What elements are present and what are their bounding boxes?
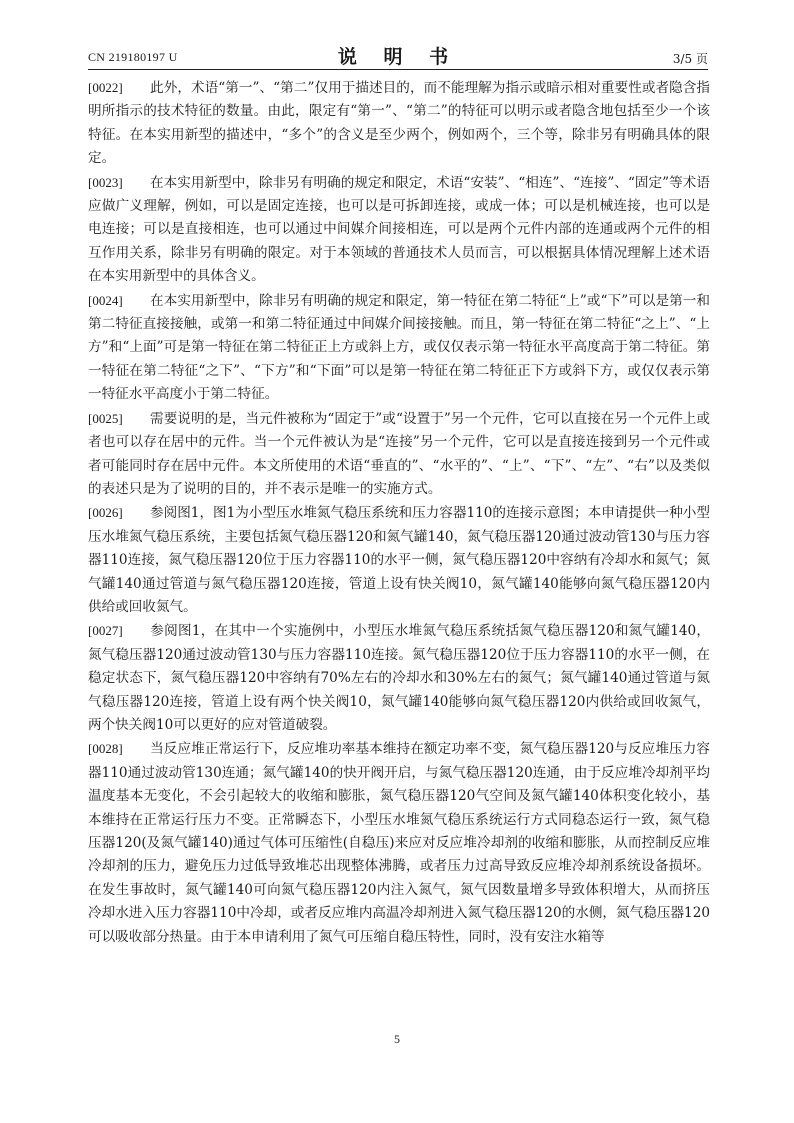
paragraph-number: [0028] [88, 741, 123, 757]
paragraph-text: 参阅图1，在其中一个实施例中，小型压水堆氮气稳压系统括氮气稳压器120和氮气罐140，氮气稳压器120通过波动管130与压力容器110连接。氮气稳压器120位于压力容器110的水平一侧，在稳定状态下，氮气稳压器120中容纳有70%左右的冷却水和30%左右的氮气；氮气罐140通过管道与氮气稳压器120连接，管道上设有两个快关阀10，氮气罐140能够向氮气稳压器120内供给或回收氮气，两个快关阀10可以更好的应对管道破裂。 [88, 623, 710, 733]
paragraph-text: 参阅图1，图1为小型压水堆氮气稳压系统和压力容器110的连接示意图；本申请提供一种小型压水堆氮气稳压系统，主要包括氮气稳压器120和氮气罐140，氮气稳压器120通过波动管130与压力容器110连接，氮气稳压器120位于压力容器110的水平一侧，氮气稳压器120中容纳有冷却水和氮气；氮气罐140通过管道与氮气稳压器120连接，管道上设有快关阀10，氮气罐140能够向氮气稳压器120内供给或回收氮气。 [88, 505, 710, 615]
paragraph-text: 在本实用新型中，除非另有明确的规定和限定，第一特征在第二特征“上”或“下”可以是第一和第二特征直接接触，或第一和第二特征通过中间媒介间接接触。而且，第一特征在第二特征“之上”、“上方”和“上面”可是第一特征在第二特征正上方或斜上方，或仅仅表示第一特征水平高度高于第二特征。第一特征在第二特征“之下”、“下方”和“下面”可以是第一特征在第二特征正下方或斜下方，或仅仅表示第一特征水平高度小于第二特征。 [88, 292, 710, 403]
paragraph-number: [0022] [88, 80, 123, 95]
publication-number: CN 219180197 U [88, 50, 178, 64]
paragraph-0028 [88, 737, 710, 949]
paragraph-number: [0027] [88, 623, 123, 639]
paragraph-number: [0026] [88, 505, 123, 521]
page-header [88, 42, 708, 68]
paragraph-0024 [88, 289, 710, 407]
page-count: 3/5 页 [672, 52, 708, 66]
paragraph-number: [0025] [88, 410, 123, 426]
paragraph-number: [0023] [88, 174, 123, 190]
paragraph-0025 [88, 407, 710, 502]
paragraph-text: 当反应堆正常运行下，反应堆功率基本维持在额定功率不变，氮气稳压器120与反应堆压力容器110通过波动管130连通；氮气罐140的快开阀开启，与氮气稳压器120连通，由于反应堆冷却剂平均温度基本无变化，不会引起较大的收缩和膨胀，氮气稳压器120气空间及氮气罐140体积变化较小，基本维持在正常运行压力不变。正常瞬态下，小型压水堆氮气稳压系统运行方式同稳态运行一致，氮气稳压器120(及氮气罐140)通过气体可压缩性(自稳压)来应对反应堆冷却剂的收缩和膨胀，从而控制反应堆冷却剂的压力，避免压力过低导致堆芯出现整体沸腾，或者压力过高导致反应堆冷却剂系统设备损坏。在发生事故时，氮气罐140可向氮气稳压器120内注入氮气，氮气因数量增多导致体积增大，从而挤压冷却水进入压力容器110中冷却，或者反应堆内高温冷却剂进入氮气稳压器120的水侧，氮气稳压器120可以吸收部分热量。由于本申请利用了氮气可压缩自稳压特性，同时，没有安注水箱等 [88, 741, 710, 945]
paragraph-text: 需要说明的是，当元件被称为“固定于”或“设置于”另一个元件，它可以直接在另一个元件上或者也可以存在居中的元件。当一个元件被认为是“连接”另一个元件，它可以是直接连接到另一个元件或者可能同时存在居中元件。本文所使用的术语“垂直的”、“水平的”、“上”、“下”、“左”、“右”以及类似的表述只是为了说明的目的，并不表示是唯一的实施方式。 [88, 410, 710, 497]
paragraph-text: 在本实用新型中，除非另有明确的规定和限定，术语“安装”、“相连”、“连接”、“固定”等术语应做广义理解，例如，可以是固定连接，也可以是可拆卸连接，或成一体；可以是机械连接，也可以是电连接；可以是直接相连，也可以通过中间媒介间接相连，可以是两个元件内部的连通或两个元件的相互作用关系，除非另有明确的限定。对于本领域的普通技术人员而言，可以根据具体情况理解上述术语在本实用新型中的具体含义。 [88, 174, 710, 285]
paragraph-0023 [88, 171, 710, 289]
document-body [88, 76, 710, 949]
paragraph-0027 [88, 619, 710, 737]
paragraph-number: [0024] [88, 292, 123, 308]
document-title: 说 明 书 [337, 46, 459, 68]
page-footer-number: 5 [394, 1032, 400, 1046]
paragraph-0022 [88, 76, 710, 171]
paragraph-0026 [88, 501, 710, 619]
header-rule [88, 69, 708, 70]
paragraph-text: 此外，术语“第一”、“第二”仅用于描述目的，而不能理解为指示或暗示相对重要性或者隐含指明所指示的技术特征的数量。由此，限定有“第一”、“第二”的特征可以明示或者隐含地包括至少一个该特征。在本实用新型的描述中，“多个”的含义是至少两个，例如两个，三个等，除非另有明确具体的限定。 [88, 80, 710, 167]
